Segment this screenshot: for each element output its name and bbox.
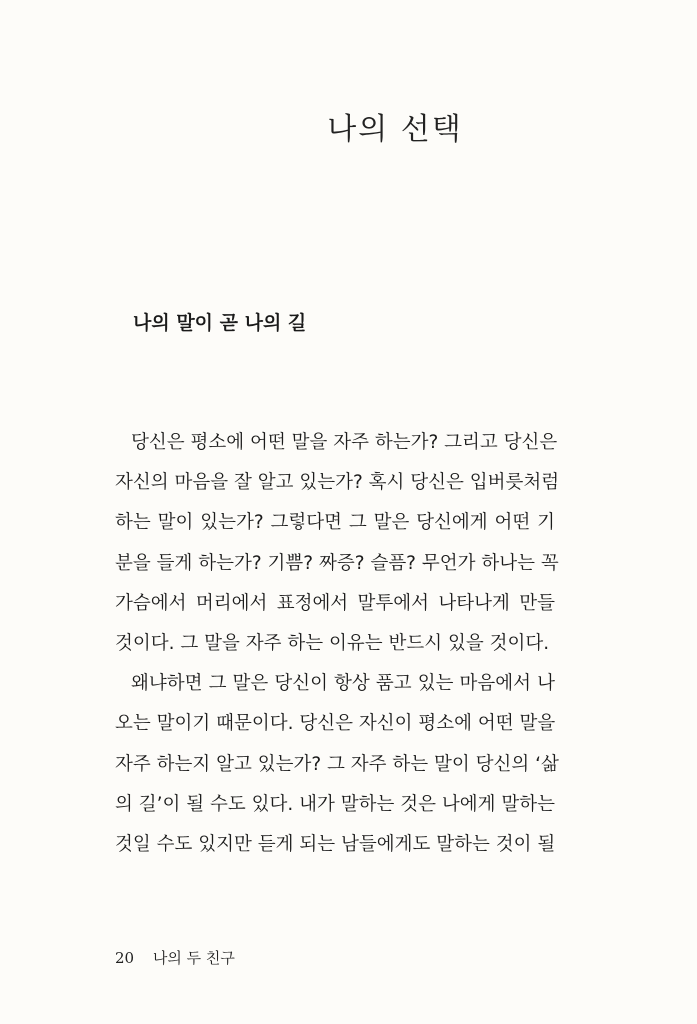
section-title: 나의 말이 곧 나의 길 — [133, 312, 307, 334]
text-line: 분을 들게 하는가? 기쁨? 짜증? 슬픔? 무언가 하나는 꼭 — [115, 552, 559, 574]
book-title: 나의 두 친구 — [152, 949, 235, 967]
text-line: 하는 말이 있는가? 그렇다면 그 말은 당신에게 어떤 기 — [115, 512, 555, 534]
text-line: 것이다. 그 말을 자주 하는 이유는 반드시 있을 것이다. — [115, 632, 550, 654]
text-line: 의 길’이 될 수도 있다. 내가 말하는 것은 나에게 말하는 — [115, 793, 555, 815]
text-line: 자주 하는지 알고 있는가? 그 자주 하는 말이 당신의 ‘삶 — [115, 753, 559, 775]
page-number: 20 — [115, 949, 135, 967]
text-line: 것일 수도 있지만 듣게 되는 남들에게도 말하는 것이 될 — [115, 833, 556, 855]
body-text — [115, 428, 560, 870]
text-line: 오는 말이기 때문이다. 당신은 자신이 평소에 어떤 말을 — [115, 713, 556, 735]
text-line: 자신의 마음을 잘 알고 있는가? 혹시 당신은 입버릇처럼 — [115, 472, 560, 494]
text-line: 가슴에서 머리에서 표정에서 말투에서 나타나게 만들 — [115, 592, 555, 614]
text-line: 당신은 평소에 어떤 말을 자주 하는가? 그리고 당신은 — [131, 432, 558, 453]
page-footer — [115, 947, 235, 968]
text-line: 왜냐하면 그 말은 당신이 항상 품고 있는 마음에서 나 — [131, 673, 555, 695]
chapter-title: 나의 선택 — [327, 112, 463, 147]
